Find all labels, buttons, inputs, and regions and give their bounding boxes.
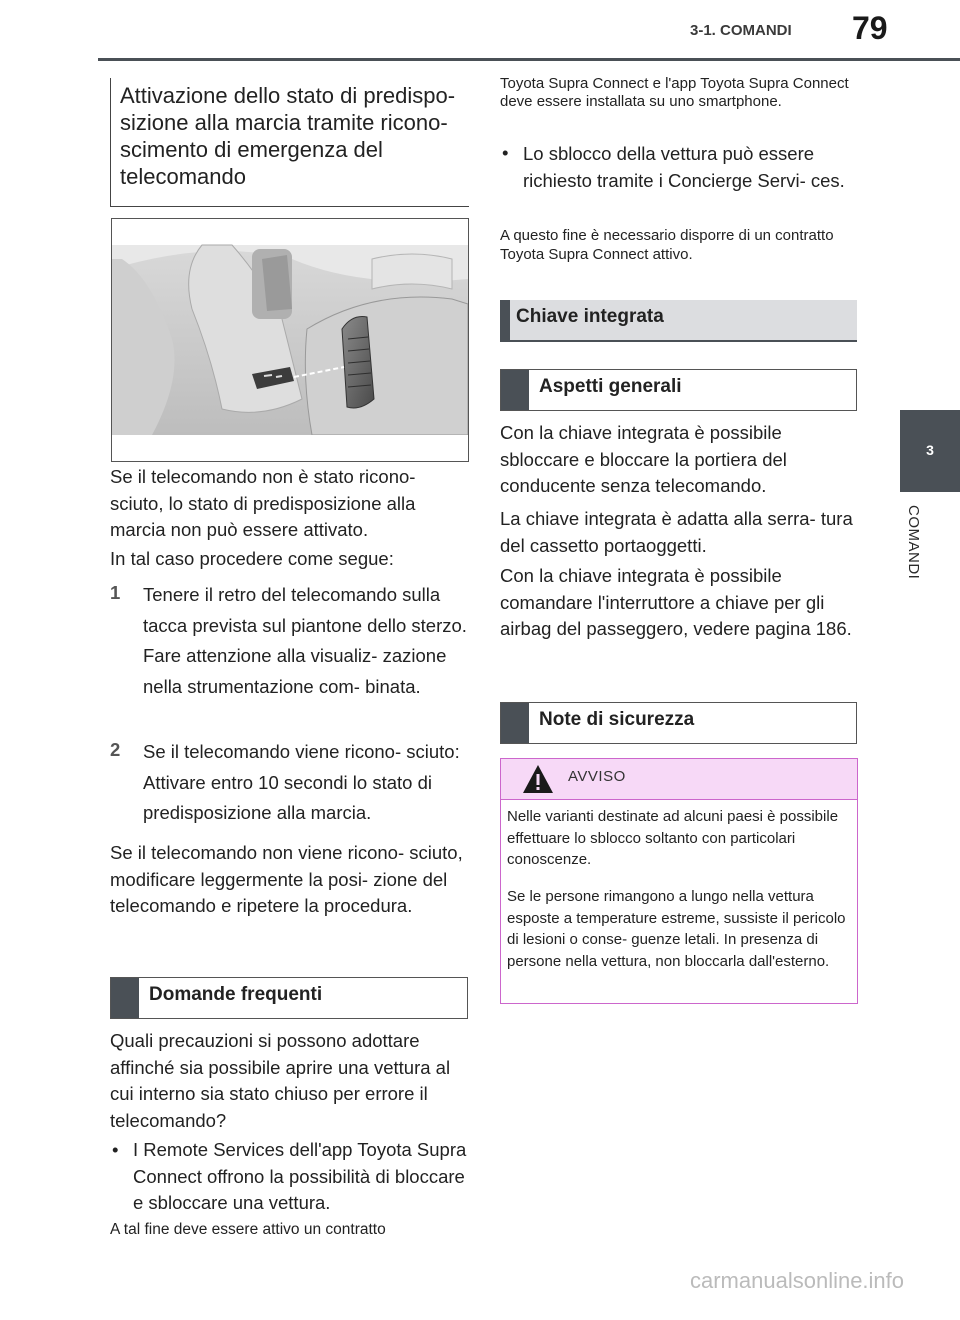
- header-rule: [98, 58, 960, 61]
- step-1-text: Tenere il retro del telecomando sulla tacca prevista sul piantone dello sterzo. Fare attenzione alla visualiz- zazione nella strumentazione com- binata.: [143, 584, 467, 697]
- footer-watermark: carmanualsonline.info: [690, 1268, 905, 1293]
- warning-text-1: Nelle varianti destinate ad alcuni paesi è possibile effettuare lo sblocco soltanto con particolari conoscenze.: [507, 808, 839, 868]
- section-bar: [501, 370, 529, 410]
- paragraph-retry: Se il telecomando non viene ricono- sciuto, modificare leggermente la posi- zione del telecomando e ripetere la procedura.: [110, 842, 463, 916]
- intro-heading: Attivazione dello stato di predispo- sizione alla marcia tramite ricono- scimento di emergenza del telecomando: [120, 83, 456, 189]
- step-2-text: Se il telecomando viene ricono- sciuto: Attivare entro 10 secondi lo stato di predisposizione alla marcia.: [143, 741, 460, 823]
- aspetti-section-heading: [500, 369, 857, 411]
- bullet-concierge: Lo sblocco della vettura può essere richiesto tramite i Concierge Servi- ces.: [523, 143, 845, 191]
- bullet-marker: •: [112, 1139, 119, 1160]
- faq-heading-text: Domande frequenti: [149, 984, 323, 1005]
- section-bar: [500, 300, 510, 340]
- step-number-2: 2: [110, 739, 121, 760]
- step-number-1: 1: [110, 582, 121, 603]
- faq-question: Quali precauzioni si possono adottare affinché sia possibile aprire una vettura al cui interno sia stato chiuso per errore il telecomando?: [110, 1030, 451, 1131]
- page-number: 79: [852, 10, 888, 46]
- chapter-tab-number: 3: [926, 442, 934, 458]
- car-steering-column-illustration: [112, 219, 468, 461]
- safety-section-heading: [500, 702, 857, 744]
- aspetti-heading-text: Aspetti generali: [539, 376, 682, 397]
- faq-note-contract: A tal fine deve essere attivo un contratto: [110, 1221, 386, 1238]
- paragraph-procedure: In tal caso procedere come segue:: [110, 548, 394, 569]
- section-bar: [501, 703, 529, 743]
- paragraph-glovebox: La chiave integrata è adatta alla serra- tura del cassetto portaoggetti.: [500, 508, 853, 556]
- chiave-section-heading: [500, 300, 857, 342]
- faq-section-heading: [110, 977, 468, 1019]
- paragraph-not-recognized: Se il telecomando non è stato ricono- sciuto, lo stato di predisposizione alla marcia non può essere attivato.: [110, 466, 416, 540]
- section-bar: [111, 978, 139, 1018]
- note-concierge-contract: A questo fine è necessario disporre di un contratto Toyota Supra Connect attivo.: [500, 227, 834, 263]
- paragraph-airbag-switch: Con la chiave integrata è possibile comandare l'interruttore a chiave per gli airbag del passeggero, vedere pagina 186.: [500, 565, 852, 639]
- warning-title: AVVISO: [568, 768, 626, 785]
- faq-bullet-remote-services: I Remote Services dell'app Toyota Supra Connect offrono la possibilità di bloccare e sbloccare una vettura.: [133, 1139, 467, 1213]
- bullet-marker: •: [502, 142, 509, 163]
- note-continuation: Toyota Supra Connect e l'app Toyota Supra Connect deve essere installata su uno smartphone.: [500, 75, 849, 110]
- warning-triangle-icon: [521, 763, 555, 795]
- chapter-tab-label-wrap: [905, 505, 935, 605]
- safety-heading-text: Note di sicurezza: [539, 709, 695, 730]
- chiave-heading-text: Chiave integrata: [516, 306, 664, 327]
- steering-column-figure: [111, 218, 469, 462]
- paragraph-integrated-key: Con la chiave integrata è possibile sbloccare e bloccare la portiera del conducente senza telecomando.: [500, 422, 787, 496]
- section-title: 3-1. COMANDI: [690, 22, 792, 39]
- chapter-tab-label: COMANDI: [905, 505, 922, 580]
- warning-text-2: Se le persone rimangono a lungo nella vettura esposte a temperature estreme, sussiste il pericolo di lesioni o conse- guenze letali. In presenza di persone nella vettura, non bloccarla dall'esterno.: [507, 888, 846, 970]
